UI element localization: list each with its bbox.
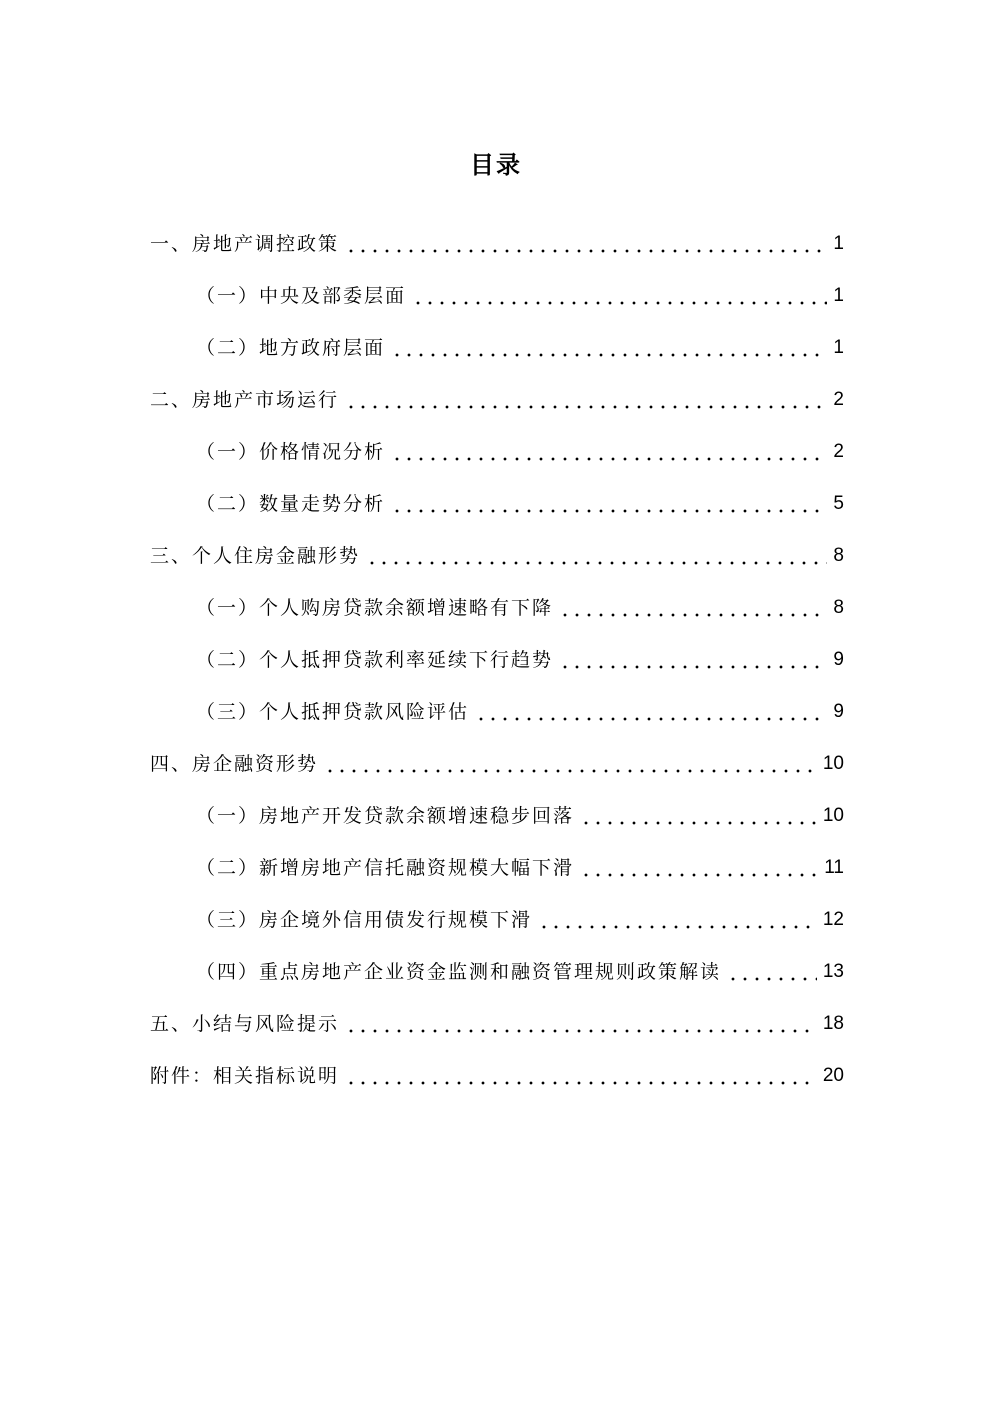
toc-page-number: 12 [822,909,844,930]
toc-page-number: 8 [833,545,844,566]
toc-entry-text: （一）价格情况分析 [196,441,386,463]
toc-entry-text: 五、小结与风险提示 [150,1013,340,1035]
toc-entry-text: （一）个人购房贷款余额增速略有下降 [196,597,554,619]
toc-entry[interactable] [150,270,844,322]
toc-page-number: 20 [822,1065,844,1086]
toc-entry[interactable] [150,946,844,998]
toc-page-number: 5 [833,493,844,514]
toc-entry-text: （二）地方政府层面 [196,337,386,359]
toc-page-number: 1 [833,337,844,358]
toc-page-number: 2 [833,389,844,410]
toc-entry[interactable] [150,998,844,1050]
dot-leader [412,296,827,306]
toc-page-number: 8 [833,597,844,618]
toc-entry[interactable] [150,530,844,582]
toc-entry[interactable] [150,1050,844,1102]
toc-page-number: 11 [824,857,844,878]
toc-entry[interactable] [150,582,844,634]
dot-leader [345,1024,817,1034]
dot-leader [366,556,827,566]
toc-entry-text: （三）房企境外信用债发行规模下滑 [196,909,533,931]
table-of-contents [150,218,844,1102]
toc-entry-text: （二）个人抵押贷款利率延续下行趋势 [196,649,554,671]
dot-leader [580,816,817,826]
toc-entry[interactable] [150,374,844,426]
dot-leader [475,712,827,722]
toc-page-number: 1 [833,285,844,306]
toc-entry-text: 附件：相关指标说明 [150,1065,340,1087]
toc-entry-text: （一）中央及部委层面 [196,285,407,307]
toc-entry-text: 二、房地产市场运行 [150,389,340,411]
dot-leader [345,244,827,254]
dot-leader [324,764,817,774]
toc-entry[interactable] [150,478,844,530]
dot-leader [727,972,817,982]
toc-page-number: 10 [822,805,844,826]
toc-entry-text: （四）重点房地产企业资金监测和融资管理规则政策解读 [196,961,722,983]
toc-page-number: 18 [822,1013,844,1034]
toc-entry[interactable] [150,634,844,686]
toc-entry[interactable] [150,894,844,946]
toc-page-number: 9 [833,649,844,670]
toc-page-number: 1 [833,233,844,254]
toc-entry-text: 一、房地产调控政策 [150,233,340,255]
toc-entry[interactable] [150,790,844,842]
dot-leader [580,868,818,878]
toc-entry[interactable] [150,842,844,894]
dot-leader [391,348,827,358]
dot-leader [559,660,827,670]
page-title: 目录 [470,151,522,179]
toc-page-number: 13 [822,961,844,982]
dot-leader [345,400,827,410]
toc-entry[interactable] [150,322,844,374]
toc-entry-text: 四、房企融资形势 [150,753,319,775]
dot-leader [538,920,817,930]
toc-page-number: 9 [833,701,844,722]
toc-entry-text: （二）新增房地产信托融资规模大幅下滑 [196,857,575,879]
toc-entry-text: 三、个人住房金融形势 [150,545,361,567]
toc-entry-text: （二）数量走势分析 [196,493,386,515]
toc-page-number: 2 [833,441,844,462]
toc-entry-text: （一）房地产开发贷款余额增速稳步回落 [196,805,575,827]
toc-entry[interactable] [150,218,844,270]
dot-leader [391,504,827,514]
toc-page-number: 10 [822,753,844,774]
dot-leader [345,1076,817,1086]
toc-entry[interactable] [150,426,844,478]
toc-entry-text: （三）个人抵押贷款风险评估 [196,701,470,723]
toc-entry[interactable] [150,738,844,790]
toc-entry[interactable] [150,686,844,738]
dot-leader [559,608,827,618]
dot-leader [391,452,827,462]
